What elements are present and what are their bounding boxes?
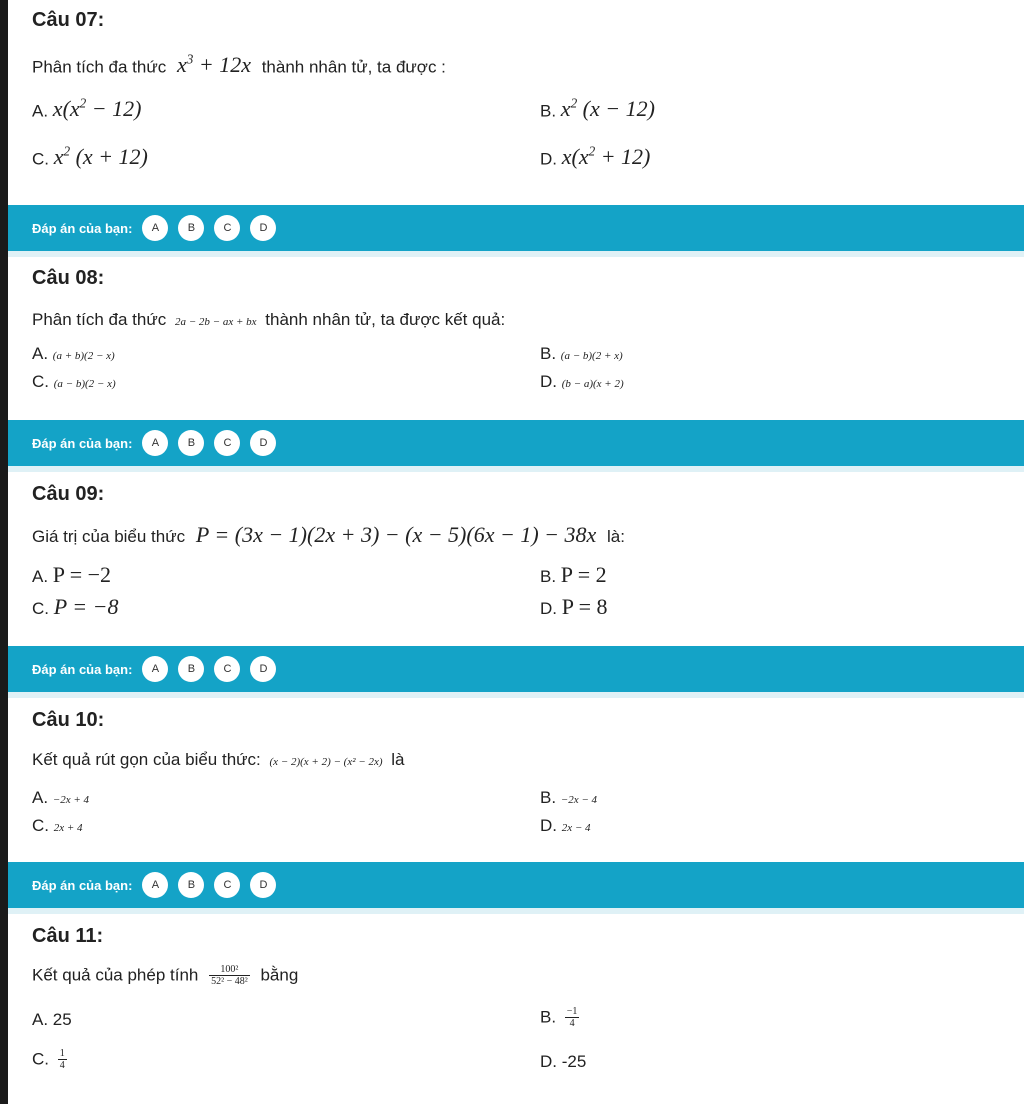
answer-choice-a[interactable]: A (142, 656, 168, 682)
answer-choice-b[interactable]: B (178, 430, 204, 456)
option-d: D. -25 (540, 1052, 587, 1071)
option-c: C. (a − b)(2 − x) (32, 372, 116, 391)
answer-choice-c[interactable]: C (214, 430, 240, 456)
answer-choice-d[interactable]: D (250, 215, 276, 241)
option-a: A. (a + b)(2 − x) (32, 344, 115, 363)
question-11 (32, 924, 1024, 1094)
option-fraction: $\frac{-1}{4}$ (566, 1006, 578, 1029)
question-prompt: Kết quả rút gọn của biểu thức: (x − 2)(x + 2) − (x² − 2x) là (32, 750, 405, 769)
question-10 (32, 708, 1024, 858)
option-b: B. P = 2 (540, 562, 607, 587)
option-c: C. P = −8 (32, 594, 119, 619)
answer-choice-d[interactable]: D (250, 872, 276, 898)
option-d: D. P = 8 (540, 594, 608, 619)
option-c: C. 2x + 4 (32, 816, 83, 835)
option-fraction: $\frac{1}{4}$ (59, 1048, 65, 1071)
option-c: C. $x^2$ (x + 12) (32, 144, 148, 170)
option-b: B. $x^2$ (x − 12) (540, 96, 655, 122)
answer-choice-a[interactable]: A (142, 430, 168, 456)
answer-choice-b[interactable]: B (178, 872, 204, 898)
question-09 (32, 482, 1024, 642)
option-a: A. P = −2 (32, 562, 112, 587)
question-title: Câu 11: (32, 925, 104, 947)
question-07 (32, 8, 1024, 198)
option-c: C. $\frac{1}{4}$ (32, 1048, 65, 1071)
divider (8, 692, 1024, 698)
answer-bar-08: Đáp án của bạn: A B C D (8, 420, 1024, 466)
question-prompt: Phân tích đa thức 2a − 2b − ax + bx thành nhân tử, ta được kết quả: (32, 310, 506, 329)
answer-choice-c[interactable]: C (214, 872, 240, 898)
divider (8, 466, 1024, 472)
option-b: B. (a − b)(2 + x) (540, 344, 623, 363)
question-title: Câu 10: (32, 709, 105, 731)
question-prompt: Giá trị của biểu thức P = (3x − 1)(2x + 3) − (x − 5)(6x − 1) − 38x là: (32, 522, 625, 547)
divider (8, 251, 1024, 257)
option-a: A. $x(x^2 - 12)$ (32, 96, 142, 122)
answer-choice-a[interactable]: A (142, 872, 168, 898)
option-b: B. −2x − 4 (540, 788, 598, 807)
left-edge-bar (0, 0, 8, 1104)
answer-choice-b[interactable]: B (178, 656, 204, 682)
answer-bar-09: Đáp án của bạn: A B C D (8, 646, 1024, 692)
option-d: D. $x(x^2 + 12)$ (540, 144, 651, 170)
answer-bar-10: Đáp án của bạn: A B C D (8, 862, 1024, 908)
answer-choice-a[interactable]: A (142, 215, 168, 241)
question-title: Câu 07: (32, 9, 105, 31)
question-08 (32, 266, 1024, 416)
option-a: A. −2x + 4 (32, 788, 90, 807)
answer-bar-07: Đáp án của bạn: A B C D (8, 205, 1024, 251)
answer-choice-b[interactable]: B (178, 215, 204, 241)
option-d: D. (b − a)(x + 2) (540, 372, 624, 391)
answer-choice-d[interactable]: D (250, 430, 276, 456)
answer-choice-c[interactable]: C (214, 215, 240, 241)
answer-choice-d[interactable]: D (250, 656, 276, 682)
option-d: D. 2x − 4 (540, 816, 591, 835)
question-title: Câu 09: (32, 483, 105, 505)
option-b: B. $\frac{-1}{4}$ (540, 1006, 578, 1029)
prompt-fraction: $\frac{\text{100²}}{\text{52² − 48²}}$ (211, 964, 248, 987)
option-a: A. 25 (32, 1010, 72, 1029)
answer-choice-c[interactable]: C (214, 656, 240, 682)
question-prompt: Phân tích đa thức $x^3 + 12x$ thành nhân tử, ta được : (32, 52, 446, 78)
question-title: Câu 08: (32, 267, 105, 289)
question-prompt: Kết quả của phép tính $\frac{\text{100²}}{\text{52² − 48²}}$ bằng (32, 964, 299, 987)
divider (8, 908, 1024, 914)
